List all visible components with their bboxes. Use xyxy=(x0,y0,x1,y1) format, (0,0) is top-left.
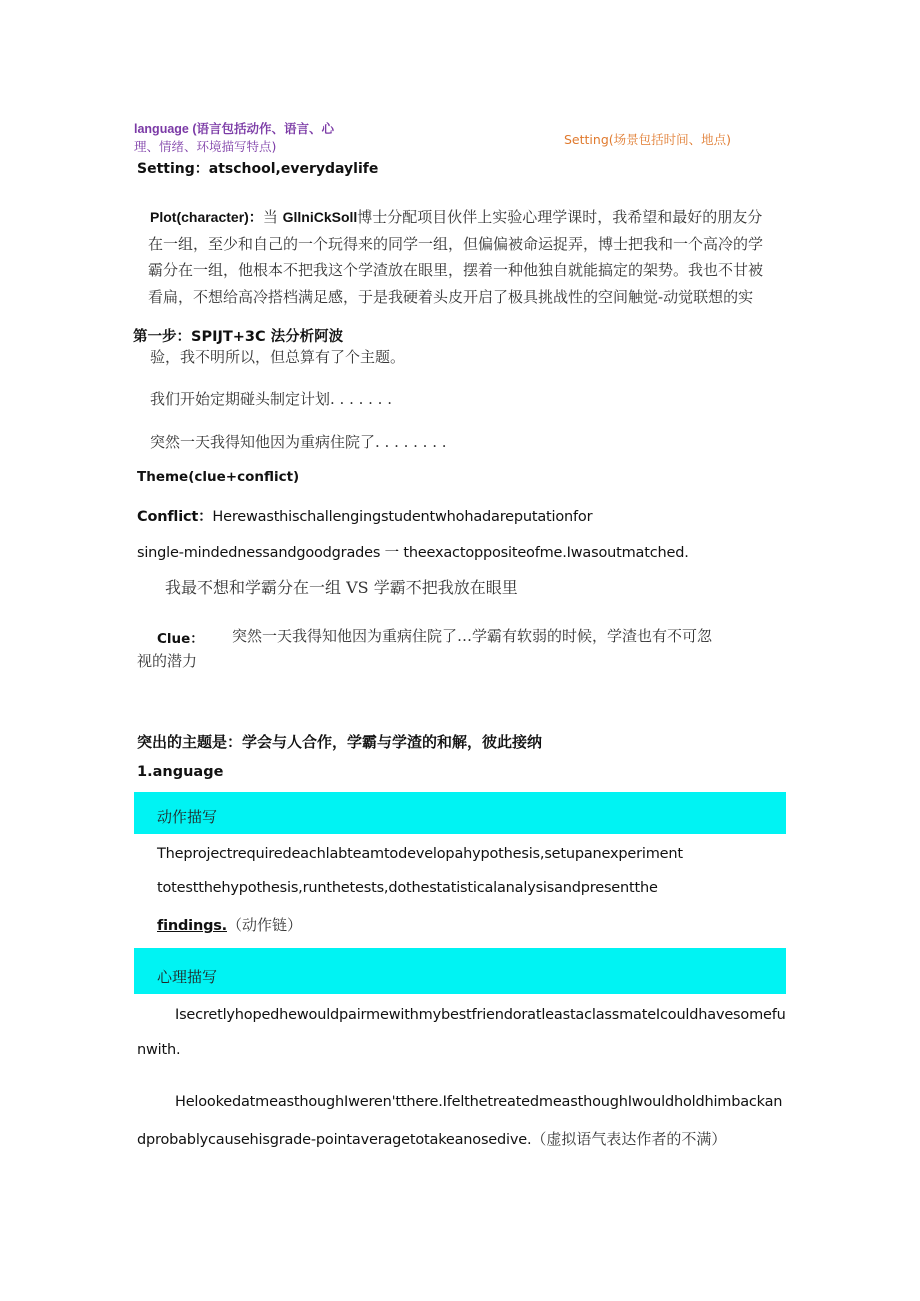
action-note: （动作链） xyxy=(227,916,303,934)
action-line3 xyxy=(157,914,302,935)
conflict-label: Conflict： xyxy=(137,509,213,525)
psych-bar xyxy=(134,948,786,994)
language-note xyxy=(134,119,334,137)
section-heading: 1.anguage xyxy=(137,764,224,780)
psych-line3: HelookedatmeasthoughIweren'tthere.IfelthetreatedmeasthoughIwouldholdhimbackan xyxy=(175,1094,783,1110)
highlight-theme: 突出的主题是：学会与人合作，学霸与学渣的和解，彼此接纳 xyxy=(137,733,543,751)
plot-line-4: 看扁，不想给高冷搭档满足感，于是我硬着头皮开启了极具挑战性的空间触觉-动觉联想的实 xyxy=(148,287,754,306)
theme-label: Theme(clue+conflict) xyxy=(137,469,300,485)
action-findings: findings. xyxy=(157,918,227,934)
conflict-text1: Herewasthischallengingstudentwhohadareputationfor xyxy=(212,509,593,525)
language-note-line1: language (语言包括动作、语言、心 xyxy=(134,122,335,136)
language-note-line2: 理、情绪、环境描写特点) xyxy=(134,139,277,154)
action-bar-label: 动作描写 xyxy=(157,808,218,826)
psych-line4: dprobablycausehisgrade-pointaveragetotakeanosedive. xyxy=(137,1132,532,1148)
plot-line1-rest: 博士分配项目伙伴上实验心理学课时，我希望和最好的朋友分 xyxy=(357,208,763,226)
setting-value: atschool,everydaylife xyxy=(208,161,379,177)
plot-prefix: 当 xyxy=(262,208,283,226)
clue-label: Clue： xyxy=(157,631,204,647)
setting-label: Setting： xyxy=(137,161,209,177)
setting-line xyxy=(137,158,378,178)
clue-line1: 突然一天我得知他因为重病住院了…学霸有软弱的时候，学渣也有不可忽 xyxy=(232,627,713,645)
action-line1: Theprojectrequiredeachlabteamtodevelopahypothesis,setupanexperiment xyxy=(157,846,683,862)
plot-line-3: 霸分在一组，他根本不把我这个学渣放在眼里，摆着一种他独自就能搞定的架势。我也不甘被 xyxy=(148,261,764,279)
plot-line-7: 突然一天我得知他因为重病住院了. . . . . . . . xyxy=(150,433,447,451)
conflict-line1 xyxy=(137,505,592,526)
plot-line-2: 在一组，至少和自己的一个玩得来的同学一组，但偏偏被命运捉弄，博士把我和一个高冷的学 xyxy=(148,234,764,253)
psych-line4-row xyxy=(137,1128,726,1149)
step1-heading: 第一步：SPIJT+3C 法分析阿波 xyxy=(133,329,344,345)
clue-line2: 视的潜力 xyxy=(137,652,198,670)
psych-bar-label: 心理描写 xyxy=(157,968,218,986)
conflict-line2: single-mindednessandgoodgrades 一 theexactoppositeofme.Iwasoutmatched. xyxy=(137,545,689,561)
psych-note: （虚拟语气表达作者的不满） xyxy=(531,1130,727,1148)
setting-note: Setting(场景包括时间、地点) xyxy=(564,132,732,147)
plot-label: Plot(character)： xyxy=(150,209,263,225)
psych-line1: IsecretlyhopedhewouldpairmewithmybestfriendoratleastaclassmateIcouldhavesomefu xyxy=(175,1007,786,1023)
psych-line2: nwith. xyxy=(137,1042,181,1058)
plot-name: GllniCkSoll xyxy=(282,209,358,225)
plot-line-1 xyxy=(150,204,800,231)
plot-paragraph xyxy=(150,204,800,310)
conflict-zh: 我最不想和学霸分在一组 VS 学霸不把我放在眼里 xyxy=(165,578,518,597)
plot-line-5: 验，我不明所以，但总算有了个主题。 xyxy=(150,348,406,366)
action-bar xyxy=(134,792,786,834)
action-line2: totestthehypothesis,runthetests,dothestatisticalanalysisandpresentthe xyxy=(157,880,658,896)
plot-line-6: 我们开始定期碰头制定计划. . . . . . . xyxy=(150,390,392,408)
